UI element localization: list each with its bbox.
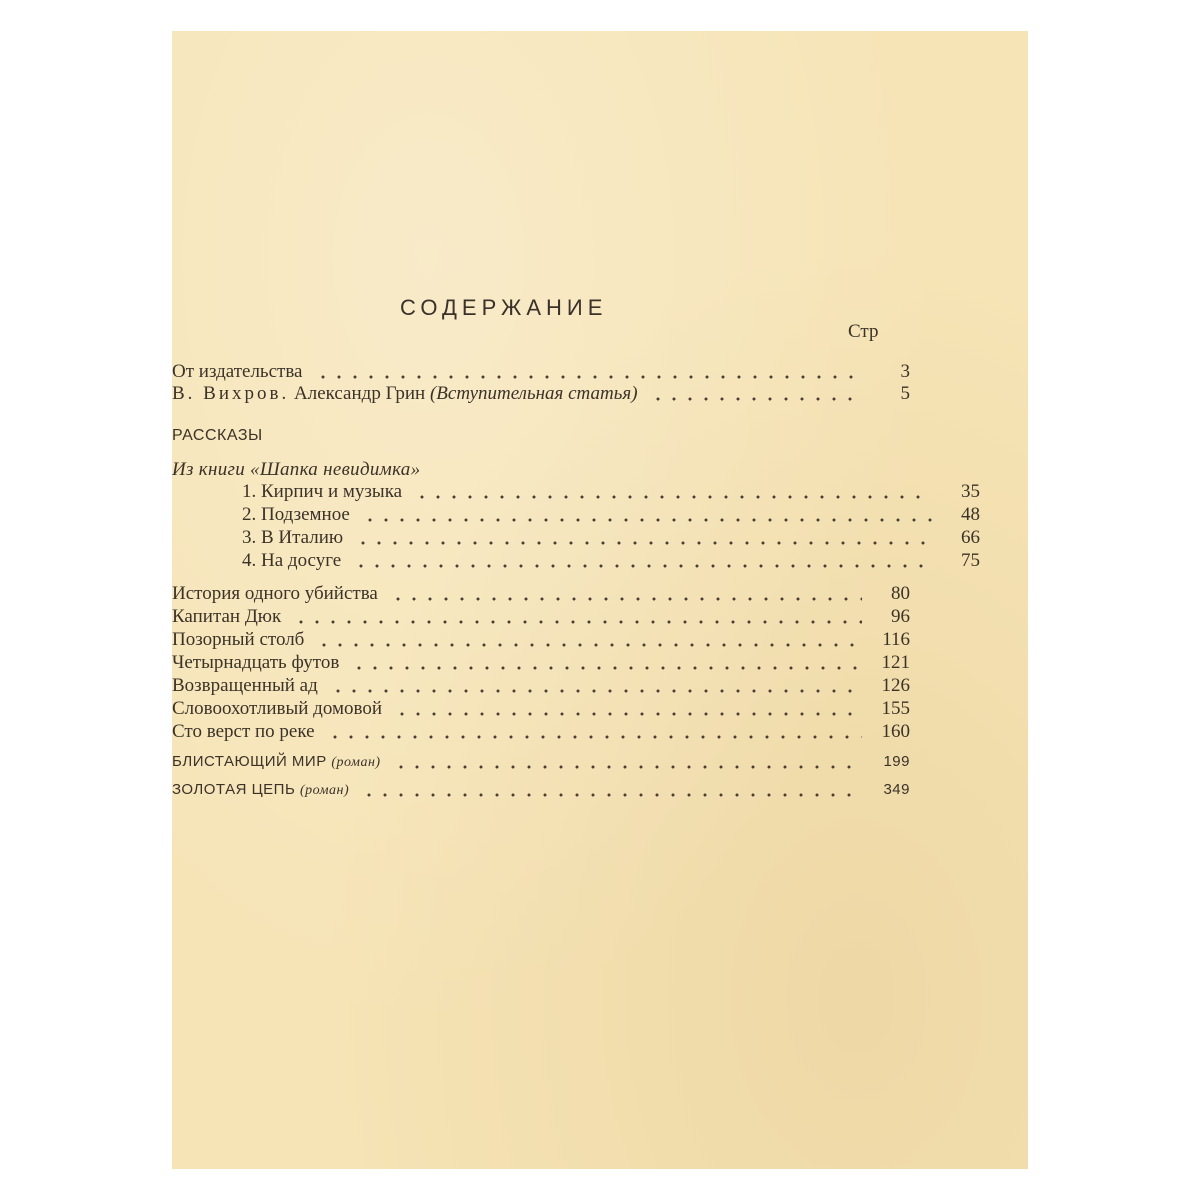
dot-leader <box>386 596 862 602</box>
entry-title: Словоохотливый домовой <box>172 698 383 719</box>
entry-page: 5 <box>900 383 910 404</box>
novel-title: БЛИСТАЮЩИЙ МИР <box>172 753 327 770</box>
entry-page: 116 <box>882 629 910 650</box>
entry-title: 3. В Италию <box>242 527 344 548</box>
dot-leader <box>351 540 932 546</box>
toc-entry <box>172 504 980 526</box>
entry-page: 155 <box>881 698 910 719</box>
toc-entry <box>172 361 910 383</box>
toc-entry-novel <box>172 779 910 801</box>
dot-leader <box>311 374 863 380</box>
entry-title: Капитан Дюк <box>172 606 282 627</box>
novel-note: (роман) <box>331 755 381 770</box>
toc-entry <box>172 583 910 605</box>
toc-entry <box>172 675 910 697</box>
entry-title: Позорный столб <box>172 629 305 650</box>
dot-leader <box>349 563 932 569</box>
dot-leader <box>389 764 862 770</box>
entry-title: История одного убийства <box>172 583 378 604</box>
dot-leader <box>357 792 862 798</box>
toc-entry <box>172 606 910 628</box>
entry-page: 199 <box>883 753 910 770</box>
entry-author: В. Вихров. <box>172 383 290 404</box>
entry-page: 3 <box>900 361 910 382</box>
entry-page: 126 <box>881 675 910 696</box>
entry-title: Сто верст по реке <box>172 721 315 742</box>
entry-title: 4. На досуге <box>242 550 342 571</box>
novel-title: ЗОЛОТАЯ ЦЕПЬ <box>172 781 296 798</box>
dot-leader <box>390 711 862 717</box>
entry-page: 349 <box>883 781 910 798</box>
toc-entry <box>172 629 910 651</box>
entry-note: (Вступительная статья) <box>429 383 638 404</box>
book-page <box>172 31 1028 1169</box>
dot-leader <box>358 517 932 523</box>
entry-page: 121 <box>881 652 910 673</box>
entry-page: 75 <box>961 550 980 571</box>
entry-page: 96 <box>891 606 910 627</box>
novel-note: (роман) <box>299 783 350 798</box>
entry-title: 1. Кирпич и музыка <box>242 481 403 502</box>
entry-title: Возвращенный ад <box>172 675 318 696</box>
toc-entry <box>172 383 910 405</box>
dot-leader <box>410 494 932 500</box>
entry-title: 2. Подземное <box>242 504 350 525</box>
entry-title: От издательства <box>172 361 303 382</box>
dot-leader <box>289 619 862 625</box>
toc-entry-novel <box>172 751 910 773</box>
entry-page: 80 <box>891 583 910 604</box>
entry-title: Александр Грин <box>294 383 426 404</box>
toc-entry <box>172 721 910 743</box>
toc-entry <box>172 652 910 674</box>
section-heading-stories: РАССКАЗЫ <box>172 427 263 444</box>
toc-entry <box>172 481 980 503</box>
entry-page: 48 <box>961 504 980 525</box>
toc-entry <box>172 550 980 572</box>
dot-leader <box>347 665 862 671</box>
toc-title: СОДЕРЖАНИЕ <box>400 295 608 320</box>
toc-entry <box>172 698 910 720</box>
entry-page: 66 <box>961 527 980 548</box>
entry-page: 35 <box>961 481 980 502</box>
page-column-label: Стр <box>848 321 879 342</box>
toc-entry <box>172 527 980 549</box>
dot-leader <box>326 688 862 694</box>
subsection-heading: Из книги «Шапка невидимка» <box>172 459 421 480</box>
entry-page: 160 <box>881 721 910 742</box>
entry-title: Четырнадцать футов <box>172 652 340 673</box>
dot-leader <box>646 396 862 402</box>
dot-leader <box>312 642 862 648</box>
dot-leader <box>323 734 862 740</box>
